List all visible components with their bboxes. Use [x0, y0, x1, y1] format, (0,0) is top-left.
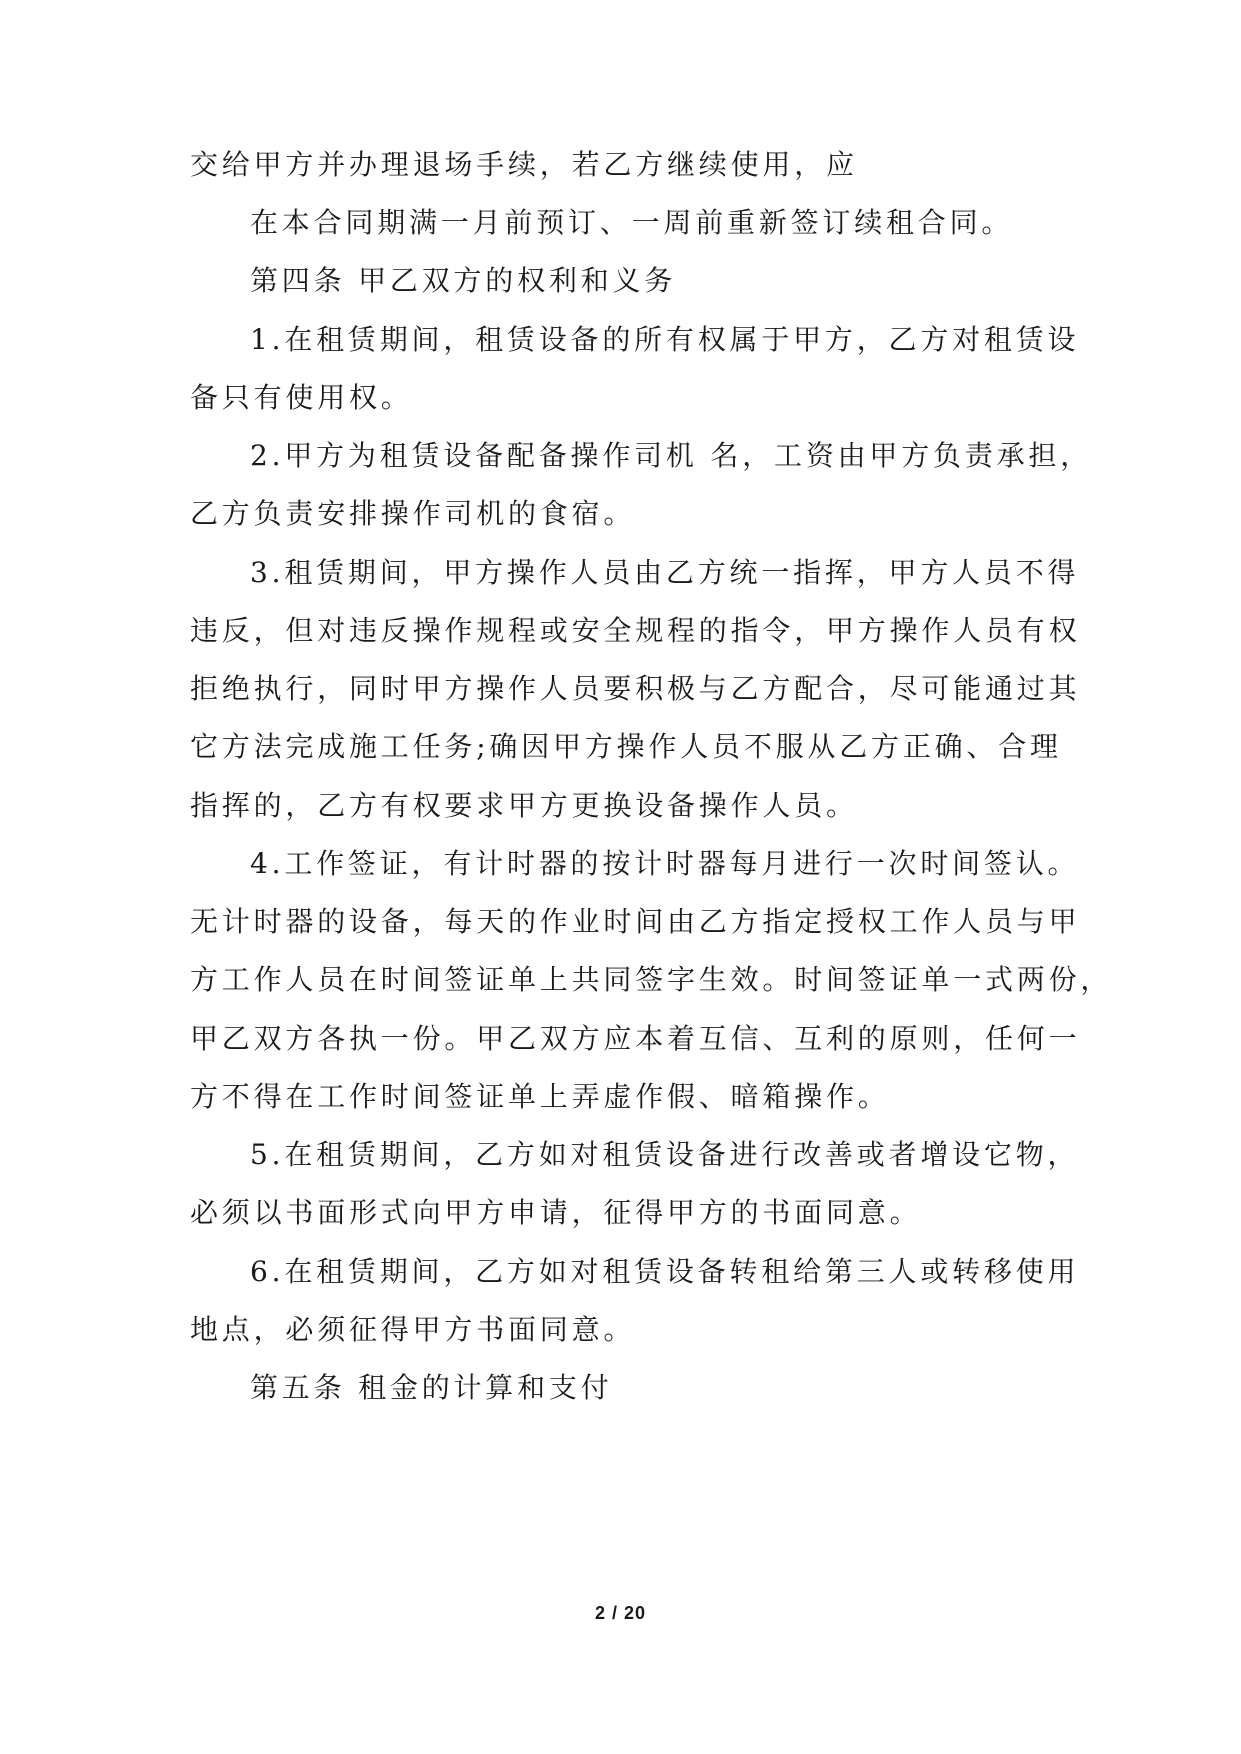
text-line: 方工作人员在时间签证单上共同签字生效。时间签证单一式两份，: [190, 963, 1113, 996]
text-line: 地点，必须征得甲方书面同意。: [190, 1313, 636, 1346]
page-number: 2 / 20: [594, 1603, 647, 1623]
text-line: 2.甲方为租赁设备配备操作司机 名，工资由甲方负责承担，: [250, 439, 1093, 472]
text-line: 6.在租赁期间，乙方如对租赁设备转租给第三人或转移使用: [250, 1255, 1080, 1288]
text-line: 在本合同期满一月前预订、一周前重新签订续租合同。: [250, 206, 1014, 239]
text-line: 它方法完成施工任务;确因甲方操作人员不服从乙方正确、合理: [190, 730, 1062, 763]
text-line: 交给甲方并办理退场手续，若乙方继续使用，应: [190, 148, 858, 181]
text-line: 甲乙双方各执一份。甲乙双方应本着互信、互利的原则，任何一: [190, 1022, 1081, 1055]
text-line: 5.在租赁期间，乙方如对租赁设备进行改善或者增设它物，: [250, 1138, 1080, 1171]
text-line: 违反，但对违反操作规程或安全规程的指令，甲方操作人员有权: [190, 614, 1081, 647]
text-line: 必须以书面形式向甲方申请，征得甲方的书面同意。: [190, 1196, 922, 1229]
text-line: 乙方负责安排操作司机的食宿。: [190, 497, 636, 530]
text-line: 3.租赁期间，甲方操作人员由乙方统一指挥，甲方人员不得: [250, 556, 1080, 589]
text-line: 4.工作签证，有计时器的按计时器每月进行一次时间签认。: [250, 847, 1080, 880]
text-line: 备只有使用权。: [190, 381, 413, 414]
section-heading: 第四条 甲乙双方的权利和义务: [250, 264, 677, 297]
text-line: 无计时器的设备，每天的作业时间由乙方指定授权工作人员与甲: [190, 905, 1081, 938]
section-heading: 第五条 租金的计算和支付: [250, 1371, 613, 1404]
text-line: 拒绝执行，同时甲方操作人员要积极与乙方配合，尽可能通过其: [190, 672, 1081, 705]
text-line: 1.在租赁期间，租赁设备的所有权属于甲方，乙方对租赁设: [250, 323, 1080, 356]
text-line: 方不得在工作时间签证单上弄虚作假、暗箱操作。: [190, 1080, 890, 1113]
text-line: 指挥的，乙方有权要求甲方更换设备操作人员。: [190, 789, 858, 822]
